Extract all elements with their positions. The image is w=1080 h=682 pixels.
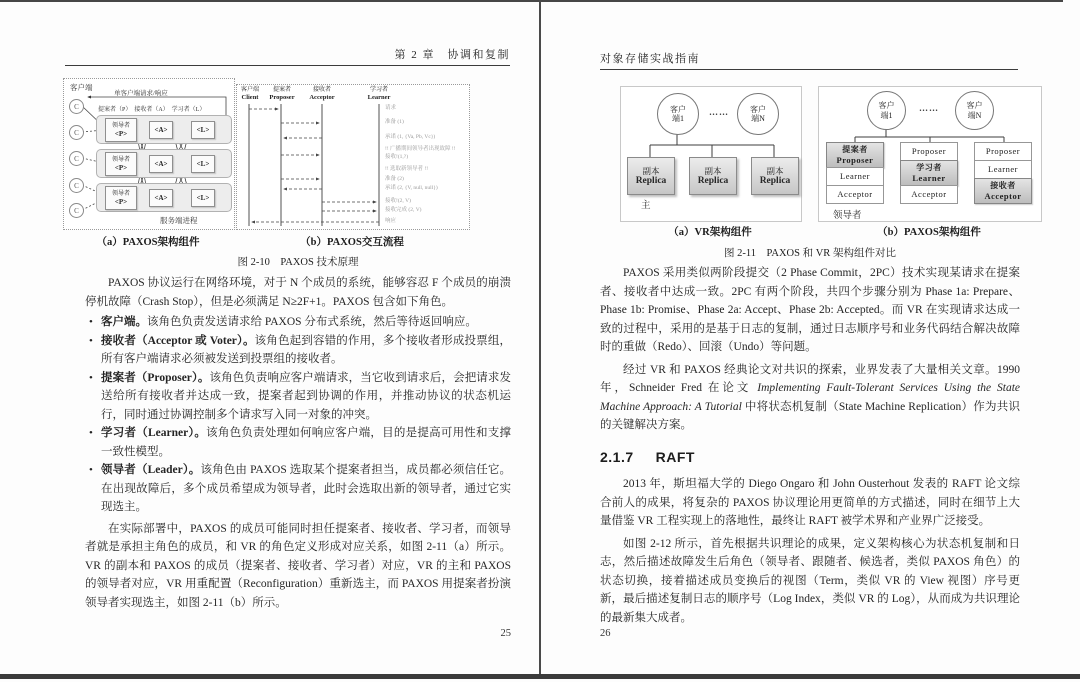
seq-column-client: 客户端 Client xyxy=(240,87,259,101)
left-page-body xyxy=(85,274,511,614)
scan-top-edge xyxy=(0,0,1063,2)
proposer-cell: Proposer xyxy=(900,142,958,161)
paxos-member-stack-acceptor xyxy=(974,143,1032,204)
vr-master-label: 主 xyxy=(641,201,651,211)
client-circle: C xyxy=(69,151,84,166)
leader-proposer-box: 领导者 <P> xyxy=(105,152,137,176)
paxos-member-stack-learner xyxy=(900,143,958,204)
vr-replica-box: 副本 Replica xyxy=(751,157,799,195)
left-running-head: 第 2 章 协调和复制 xyxy=(394,49,510,61)
proposer-cell: Proposer xyxy=(974,142,1032,161)
client-side-label: 客户端 xyxy=(70,83,93,92)
acceptor-cell: Acceptor xyxy=(826,185,884,204)
seq-step-label: 请求 xyxy=(385,105,397,111)
client-circle: C xyxy=(69,125,84,140)
seq-column-proposer: 提案者 Proposer xyxy=(269,87,295,101)
learner-box: <L> xyxy=(191,121,215,139)
seq-step-label: 接收!(2, V) xyxy=(385,198,411,204)
seq-step-label: 接收!(1,?) xyxy=(385,154,409,160)
ellipsis-clients: …… xyxy=(919,103,939,113)
role-column-headers: 提案者（P） 接收者（A） 学习者（L） xyxy=(98,107,206,113)
learner-box: <L> xyxy=(191,189,215,207)
seq-step-label: !! 广播期间领导者出现故障 !! xyxy=(385,146,456,152)
seq-step-label: 准备 (1) xyxy=(385,119,404,125)
bullet-marker: • xyxy=(89,427,93,439)
paragraph-raft-design: 如图 2-12 所示，首先根据共识理论的成果，定义架构核心为状态机复制和日志，然后描述故障发生后角色（领导者、跟随者、候选者，类似 PAXOS 角色）的状态切换，接着描述成员变换后的视图（Term，类似 VR 的 View 视图）序号更新，最后描述复制日志的顺序号（Log Index，类似 VR 的 Log），从而成为共识理论的最新集大成者。 xyxy=(600,537,1020,624)
bullet-marker: • xyxy=(89,316,93,328)
acceptor-cell-highlighted: 接收者 Acceptor xyxy=(974,178,1032,204)
leader-proposer-box: 领导者 <P> xyxy=(105,118,137,142)
seq-step-label: 响应 xyxy=(385,218,397,224)
proposer-cell-highlighted: 提案者 Proposer xyxy=(826,142,884,168)
vr-client1-circle: 客户 端1 xyxy=(657,93,699,135)
learner-cell: Learner xyxy=(974,160,1032,179)
figure-2-10b-caption: （b）PAXOS交互流程 xyxy=(300,237,404,248)
figure-2-11a-caption: （a）VR架构组件 xyxy=(668,227,752,238)
paragraph-raft-intro: 2013 年，斯坦福大学的 Diego Ongaro 和 John Ousterhout 发表的 RAFT 论文综合前人的成果，将复杂的 PAXOS 协议理论用更简单的方式描述，同时在细节上大量借鉴 VR 工程实现上的落地性，最终让 RAFT 被学术界和产业界广泛接受。 xyxy=(600,478,1020,527)
list-item-leader: • 领导者（Leader）。该角色由 PAXOS 选取某个提案者担当，成员都必须信任它。在出现故障后，多个成员希望成为领导者，此时会选取出新的领导者，通过它实现选主。 xyxy=(85,461,511,517)
client-circle: C xyxy=(69,178,84,193)
paragraph-2pc: PAXOS 采用类似两阶段提交（2 Phase Commit，2PC）技术实现某请求在提案者、接收者中达成一致。2PC 有两个阶段，共四个步骤分别为 Phase 1a: Prepare、Phase 1b: Promise、Phase 2a: Accept、Phase 2b: Accepted。而 VR 在实现请求达成一致的过程中，采用的是基于日志的复制，通过日志顺序号和业务代码结合解决故障时的重做（Redo）、回滚（Undo）等问题。 xyxy=(600,267,1020,353)
client-circle: C xyxy=(69,203,84,218)
leader-proposer-box: 领导者 <P> xyxy=(105,186,137,210)
learner-cell: Learner xyxy=(826,167,884,186)
list-item-learner: • 学习者（Learner）。该角色负责处理如何响应客户端，目的是提高可用性和支撑一致性模型。 xyxy=(85,424,511,461)
figure-2-10b-paxos-sequence xyxy=(236,84,470,230)
vr-replica-box: 副本 Replica xyxy=(689,157,737,195)
right-page-body xyxy=(600,264,1020,629)
acceptor-box: <A> xyxy=(149,155,173,173)
acceptor-box: <A> xyxy=(149,121,173,139)
server-process-row xyxy=(96,115,232,144)
right-running-head: 对象存储实战指南 xyxy=(600,53,700,65)
server-process-row xyxy=(96,149,232,178)
learner-cell-highlighted: 学习者 Learner xyxy=(900,160,958,186)
left-page-number: 25 xyxy=(500,628,511,639)
paxos-client1-circle: 客户 端1 xyxy=(867,91,906,130)
paxos-roles-list xyxy=(85,313,511,517)
paper-title-italic: Implementing Fault-Tolerant Services Using the State Machine Approach: A Tutorial xyxy=(600,382,1021,413)
section-heading-raft: 2.1.7 RAFT xyxy=(600,448,695,465)
bullet-marker: • xyxy=(89,334,93,347)
figure-2-11b-paxos-architecture xyxy=(818,86,1042,222)
bullet-marker: • xyxy=(89,464,93,476)
figure-2-11b-caption: （b）PAXOS架构组件 xyxy=(877,227,981,238)
seq-step-label: 承诺 (2, {V, null, null}) xyxy=(385,185,438,191)
single-client-request-label: 单客户端请求/响应 xyxy=(114,90,168,97)
list-item-acceptor: • 接收者（Acceptor 或 Voter）。该角色起到容错的作用，多个接收者形成投票组，所有客户端请求必须被发送到投票组的接收者。 xyxy=(85,332,511,369)
seq-column-acceptor: 接收者 Acceptor xyxy=(309,87,335,101)
server-process-label: 服务端进程 xyxy=(160,216,198,225)
left-header-rule xyxy=(65,65,510,66)
paxos-leader-label: 领导者 xyxy=(833,211,862,221)
seq-column-learner: 学习者 Learner xyxy=(367,87,391,101)
figure-2-10a-paxos-architecture xyxy=(63,78,235,230)
figure-2-10a-caption: （a）PAXOS架构组件 xyxy=(96,237,200,248)
acceptor-cell: Acceptor xyxy=(900,185,958,204)
list-item-proposer: • 提案者（Proposer）。该角色负责响应客户端请求，当它收到请求后，会把请求发送给所有接收者并达成一致，提案者起到协调的作用，并推动协议的状态机运行，同时通过协调控制多个请求写入同一对象的冲突。 xyxy=(85,369,511,425)
right-header-rule xyxy=(600,69,1018,70)
figure-2-11-caption: 图 2-11 PAXOS 和 VR 架构组件对比 xyxy=(724,248,896,259)
vr-replica-box: 副本 Replica xyxy=(627,157,675,195)
seq-step-label: !! 选取新领导者 !! xyxy=(385,166,429,172)
vr-clientN-circle: 客户 端N xyxy=(737,93,779,135)
seq-step-label: 承诺 (1, {Va, Pb, Vc}) xyxy=(385,134,436,140)
seq-step-label: 接收完成 (2, V) xyxy=(385,207,422,213)
paxos-clientN-circle: 客户 端N xyxy=(955,91,994,130)
client-circle: C xyxy=(69,99,84,114)
seq-step-label: 准备 (2) xyxy=(385,176,404,182)
bullet-marker: • xyxy=(89,371,93,384)
acceptor-box: <A> xyxy=(149,189,173,207)
server-process-row xyxy=(96,183,232,212)
list-item-client: • 客户端。该角色负责发送请求给 PAXOS 分布式系统，然后等待返回响应。 xyxy=(85,313,511,332)
scan-bottom-edge xyxy=(0,674,1080,679)
paragraph-consensus-papers: 经过 VR 和 PAXOS 经典论文对共识的探索，业界发表了大量相关文章。1990 年，Schneider Fred 在论文 Implementing Fault-Tolerant Services Using the State Machine Approach: A Tutorial 中将状态机复制（State Machine Replication）作为共识的关键解决方案。 xyxy=(600,363,1021,431)
book-spine xyxy=(539,0,541,676)
paxos-member-stack-leader xyxy=(826,143,884,204)
paragraph-paxos-intro: PAXOS 协议运行在网络环境，对于 N 个成员的系统，能够容忍 F 个成员的崩溃停机故障（Crash Stop），但是必须满足 N≥2F+1。PAXOS 包含如下角色。 xyxy=(85,277,511,308)
ellipsis-clients: …… xyxy=(709,107,729,117)
paragraph-deployment: 在实际部署中，PAXOS 的成员可能同时担任提案者、接收者、学习者，而领导者就是承担主角色的成员，和 VR 的角色定义形成对应关系，如图 2-11（a）所示。VR 的副本和 PAXOS 的成员（提案者、接收者、学习者）对应，VR 的主和 PAXOS 的领导者对应，VR 用重配置（Reconfiguration）重新选主，而 PAXOS 用提案者扮演领导者实现选主，如图 2-11（b）所示。 xyxy=(85,522,511,609)
figure-2-10-caption: 图 2-10 PAXOS 技术原理 xyxy=(237,257,359,268)
learner-box: <L> xyxy=(191,155,215,173)
figure-2-11a-vr-architecture xyxy=(620,86,802,222)
right-page-number: 26 xyxy=(600,628,611,639)
